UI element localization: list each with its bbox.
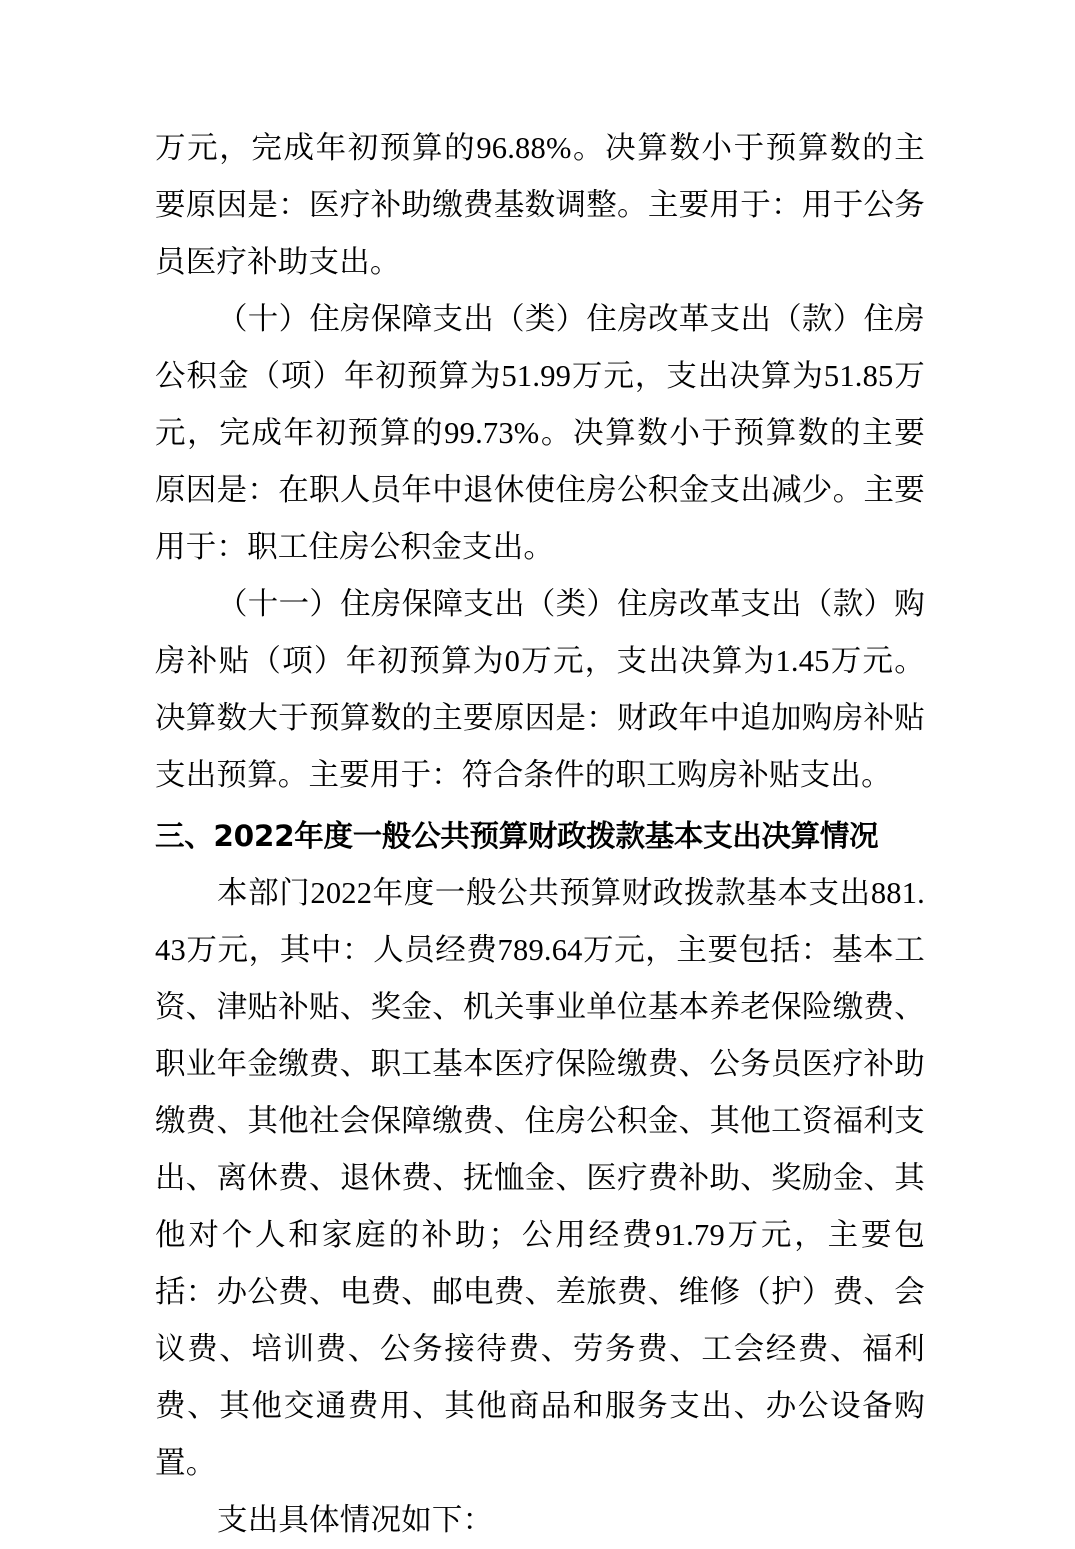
paragraph-item-eleven-housing-allowance: （十一）住房保障支出（类）住房改革支出（款）购房补贴（项）年初预算为0万元，支出决算为1.45万元。决算数大于预算数的主要原因是：财政年中追加购房补贴支出预算。主要用于：符合条件的职工购房补贴支出。	[155, 587, 925, 792]
paragraph-medical-subsidy: 万元，完成年初预算的96.88%。决算数小于预算数的主要原因是：医疗补助缴费基数调整。主要用于：用于公务员医疗补助支出。	[155, 131, 925, 279]
paragraph-basic-expenditure-detail: 本部门2022年度一般公共预算财政拨款基本支出881.43万元，其中：人员经费789.64万元，主要包括：基本工资、津贴补贴、奖金、机关事业单位基本养老保险缴费、职业年金缴费、职工基本医疗保险缴费、公务员医疗补助缴费、其他社会保障缴费、住房公积金、其他工资福利支出、离休费、退休费、抚恤金、医疗费补助、奖励金、其他对个人和家庭的补助；公用经费91.79万元，主要包括：办公费、电费、邮电费、差旅费、维修（护）费、会议费、培训费、公务接待费、劳务费、工会经费、福利费、其他交通费用、其他商品和服务支出、办公设备购置。	[155, 876, 925, 1480]
section-heading: 三、2022年度一般公共预算财政拨款基本支出决算情况	[155, 819, 879, 853]
paragraph-item-ten-housing-fund: （十）住房保障支出（类）住房改革支出（款）住房公积金（项）年初预算为51.99万元，支出决算为51.85万元，完成年初预算的99.73%。决算数小于预算数的主要原因是：在职人员年中退休使住房公积金支出减少。主要用于：职工住房公积金支出。	[155, 302, 925, 564]
document-body	[155, 120, 925, 1549]
paragraph-details-follow: 支出具体情况如下：	[217, 1503, 494, 1537]
